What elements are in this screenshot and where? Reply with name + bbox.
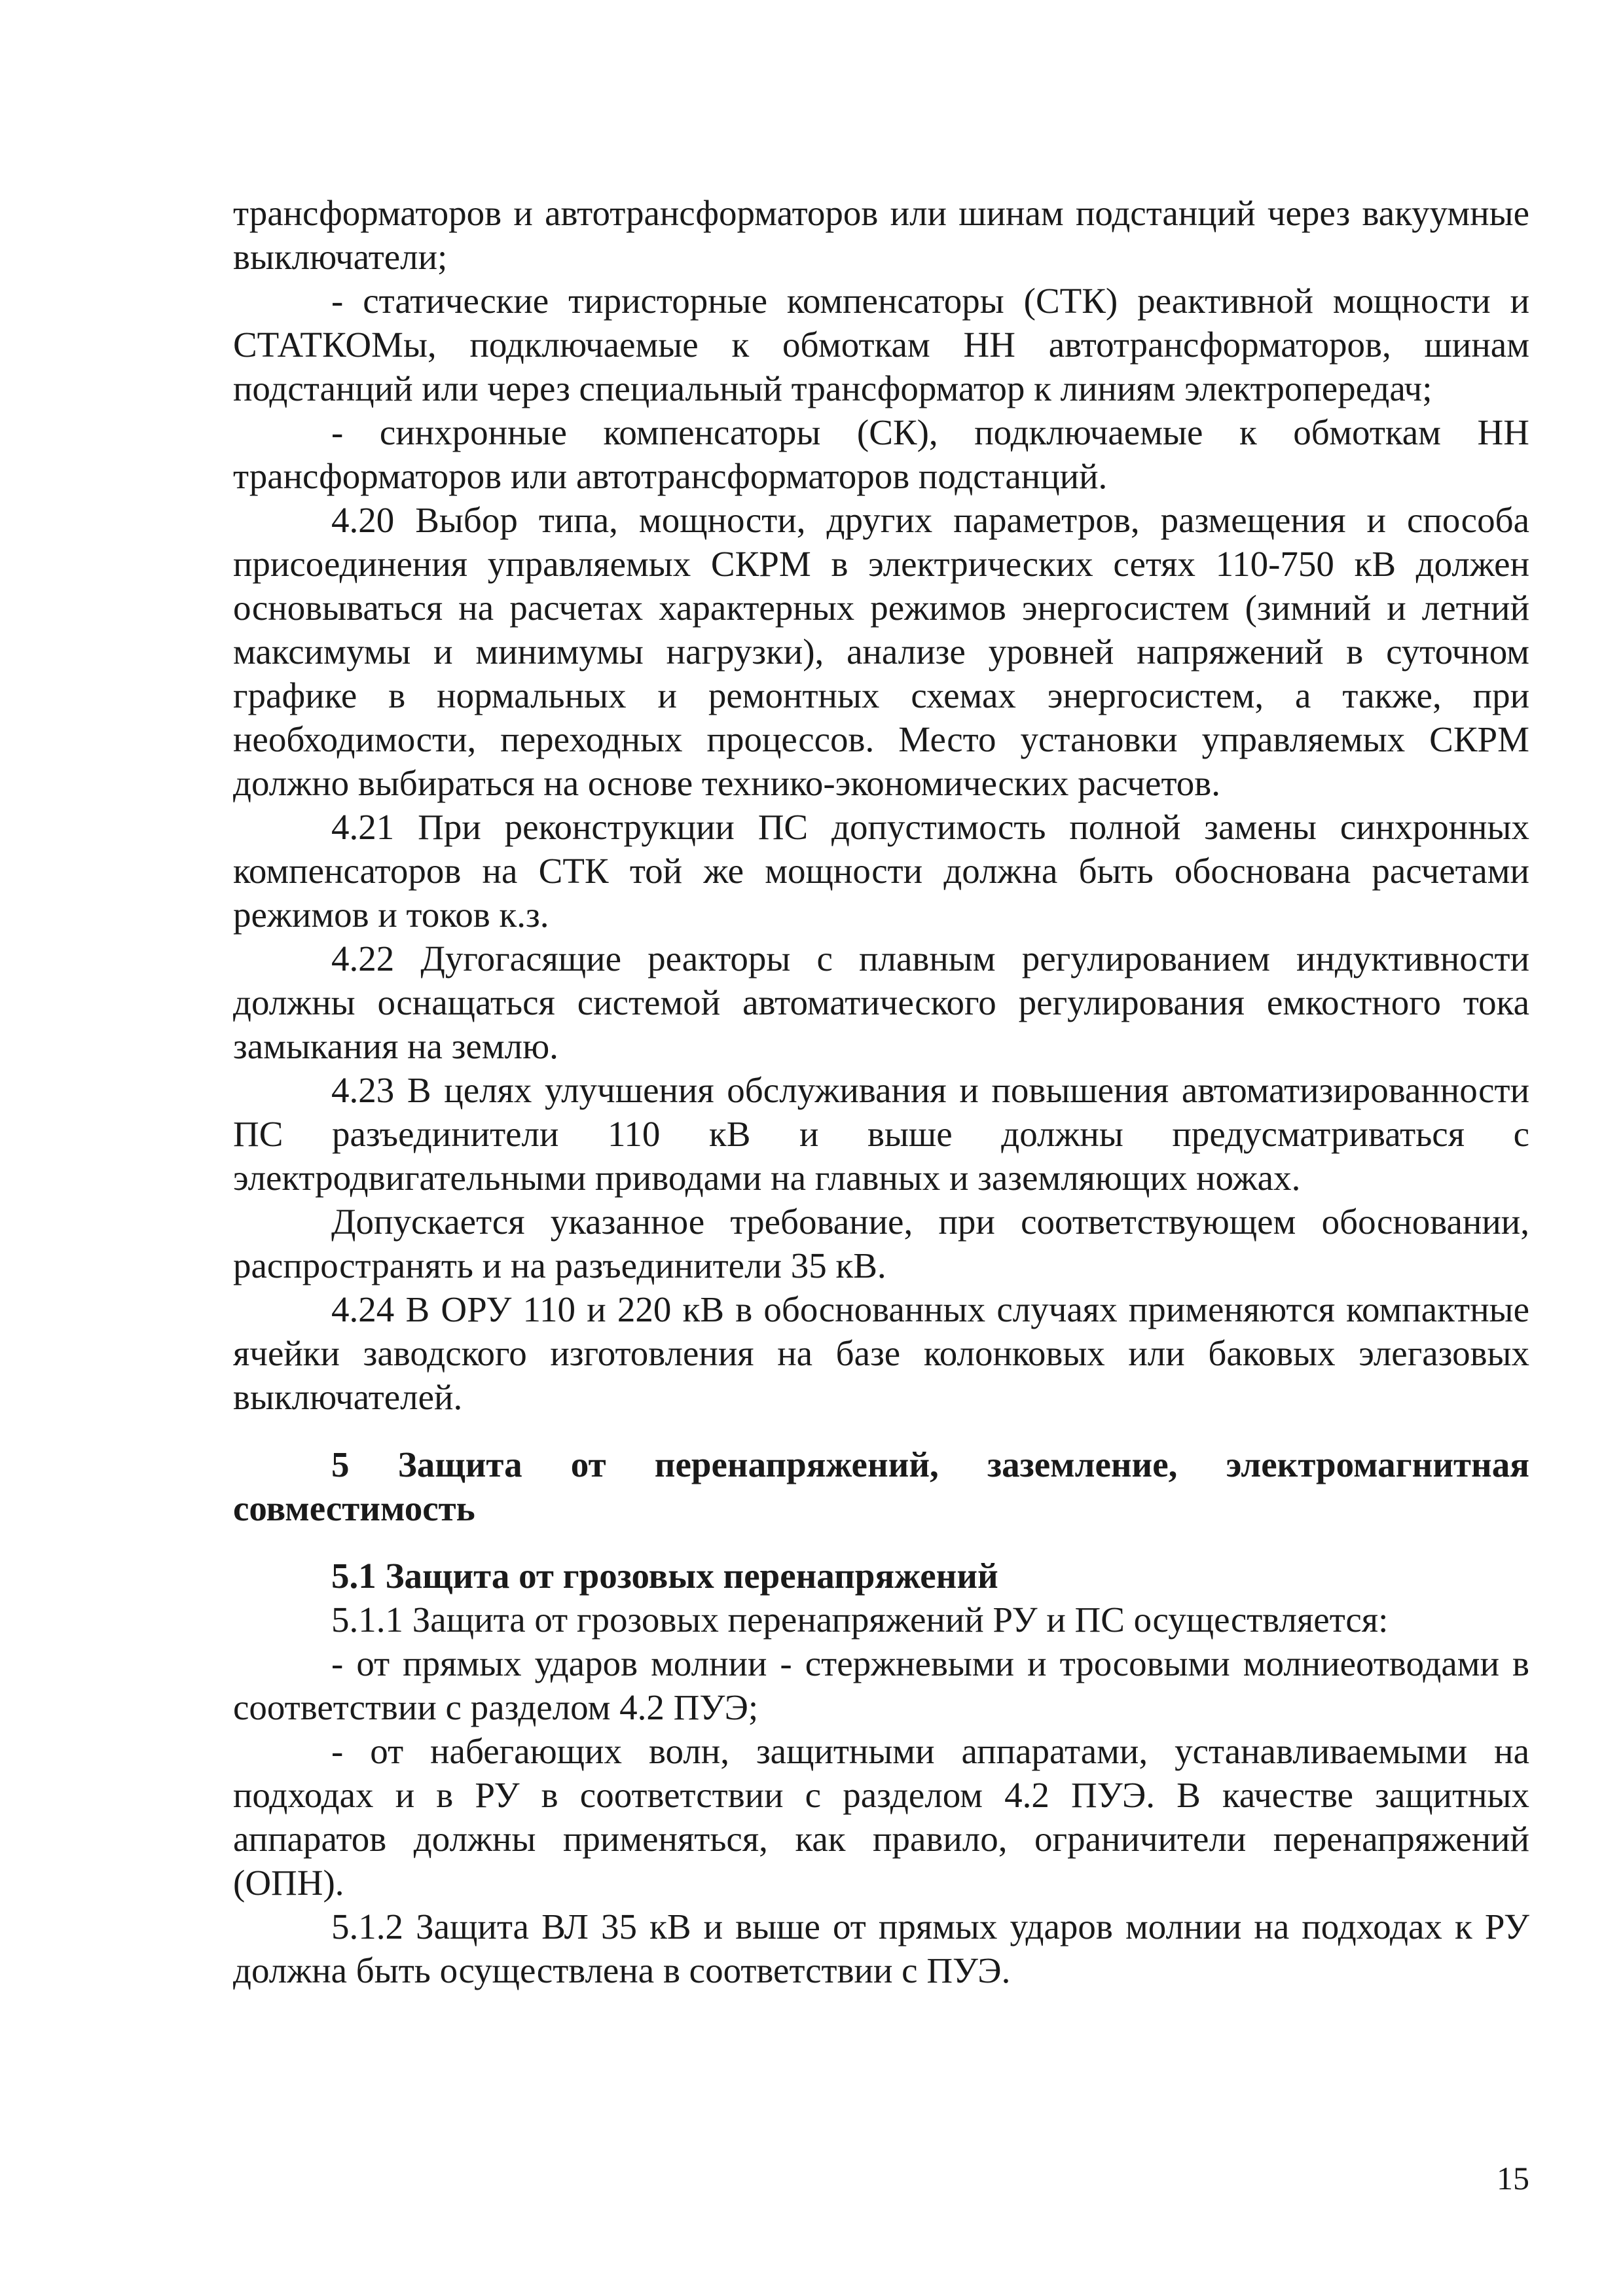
section-heading: 5 Защита от перенапряжений, заземление, электромагнитная совместимость [233,1444,1529,1528]
clause-4-24: 4.24 В ОРУ 110 и 220 кВ в обоснованных случаях применяются компактные ячейки заводского изготовления на базе колонковых или баковых элегазовых выключателей. [233,1289,1529,1417]
paragraph: трансформаторов и автотрансформаторов или шинам подстанций через вакуумные выключатели; [233,193,1529,277]
list-item: - статические тиристорные компенсаторы (СТК) реактивной мощности и СТАТКОМы, подключаемые к обмоткам НН автотрансформаторов, шинам подстанций или через специальный трансформатор к линиям электропередач; [233,281,1529,408]
paragraph: Допускается указанное требование, при соответствующем обосновании, распространять и на разъединители 35 кВ. [233,1202,1529,1285]
clause-5-1-1: 5.1.1 Защита от грозовых перенапряжений РУ и ПС осуществляется: [331,1600,1389,1640]
subsection-heading: 5.1 Защита от грозовых перенапряжений [331,1556,998,1596]
document-body [233,191,1529,1992]
clause-4-21: 4.21 При реконструкции ПС допустимость полной замены синхронных компенсаторов на СТК той же мощности должна быть обоснована расчетами режимов и токов к.з. [233,807,1529,935]
clause-5-1-2: 5.1.2 Защита ВЛ 35 кВ и выше от прямых ударов молнии на подходах к РУ должна быть осуществлена в соответствии с ПУЭ. [233,1907,1529,1990]
clause-4-22: 4.22 Дугогасящие реакторы с плавным регулированием индуктивности должны оснащаться системой автоматического регулирования емкостного тока замыкания на землю. [233,939,1529,1066]
page-number: 15 [1497,2160,1529,2197]
list-item: - от набегающих волн, защитными аппаратами, устанавливаемыми на подходах и в РУ в соответствии с разделом 4.2 ПУЭ. В качестве защитных аппаратов должны применяться, как правило, ограничители перенапряжений (ОПН). [233,1731,1529,1903]
clause-4-23: 4.23 В целях улучшения обслуживания и повышения автоматизированности ПС разъединители 110 кВ и выше должны предусматриваться с электродвигательными приводами на главных и заземляющих ножах. [233,1070,1529,1198]
list-item: - синхронные компенсаторы (СК), подключаемые к обмоткам НН трансформаторов или автотрансформаторов подстанций. [233,412,1529,496]
clause-4-20: 4.20 Выбор типа, мощности, других параметров, размещения и способа присоединения управляемых СКРМ в электрических сетях 110-750 кВ должен основываться на расчетах характерных режимов энергосистем (зимний и летний максимумы и минимумы нагрузки), анализе уровней напряжений в суточном графике в нормальных и ремонтных схемах энергосистем, а также, при необходимости, переходных процессов. Место установки управляемых СКРМ должно выбираться на основе технико-экономических расчетов. [233,500,1529,803]
list-item: - от прямых ударов молнии - стержневыми и тросовыми молниеотводами в соответствии с разделом 4.2 ПУЭ; [233,1643,1529,1727]
